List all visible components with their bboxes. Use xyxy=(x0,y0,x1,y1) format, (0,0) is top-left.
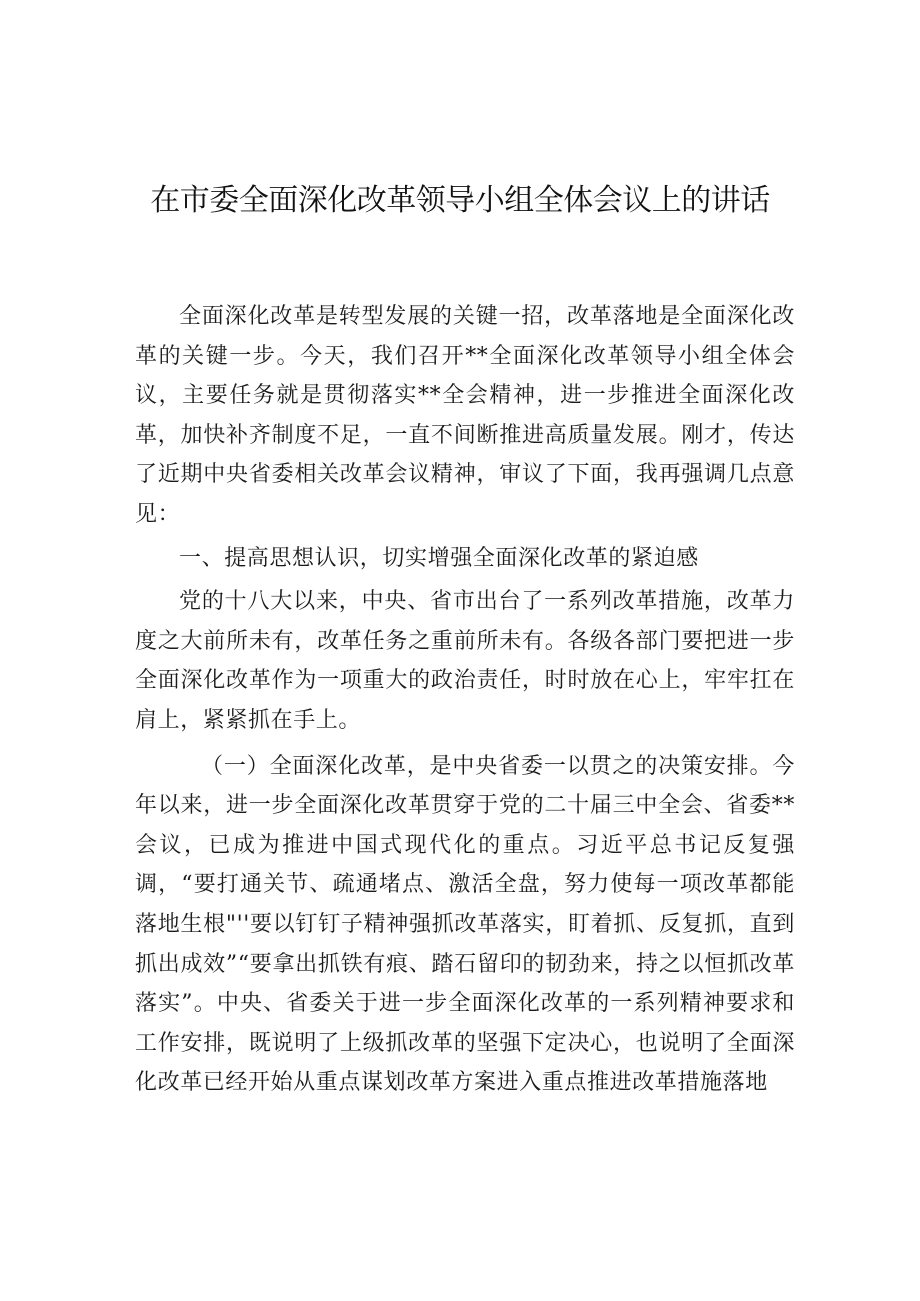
paragraph-subsection-1: （一）全面深化改革，是中央省委一以贯之的决策安排。今年以来，进一步全面深化改革贯穿于党的二十届三中全会、省委**会议，已成为推进中国式现代化的重点。习近平总书记反复强调，“要打通关节、疏通堵点、激活全盘，努力使每一项改革都能落地生根"''要以钉钉子精神强抓改革落实，盯着抓、反复抓，直到抓出成效”“要拿出抓铁有痕、踏石留印的韧劲来，持之以恒抓改革落实”。中央、省委关于进一步全面深化改革的一系列精神要求和工作安排，既说明了上级抓改革的坚强下定决心，也说明了全面深化改革已经开始从重点谋划改革方案进入重点推进改革措施落地 xyxy=(135,753,795,1096)
paragraph-intro: 全面深化改革是转型发展的关键一招，改革落地是全面深化改革的关键一步。今天，我们召开**全面深化改革领导小组全体会议，主要任务就是贯彻落实**全会精神，进一步推进全面深化改革，加快补齐制度不足，一直不间断推进高质量发展。刚才，传达了近期中央省委相关改革会议精神，审议了下面，我再强调几点意见： xyxy=(135,304,795,527)
paragraph-section-1: 党的十八大以来，中央、省市出台了一系列改革措施，改革力度之大前所未有，改革任务之重前所未有。各级各部门要把进一步全面深化改革作为一项重大的政治责任，时时放在心上，牢牢扛在肩上，紧紧抓在手上。 xyxy=(135,589,795,733)
section-heading: 一、提高思想认识，切实增强全面深化改革的紧迫感 xyxy=(179,545,699,571)
page-title: 在市委全面深化改革领导小组全体会议上的讲话 xyxy=(150,183,770,218)
document-body xyxy=(135,297,795,1103)
